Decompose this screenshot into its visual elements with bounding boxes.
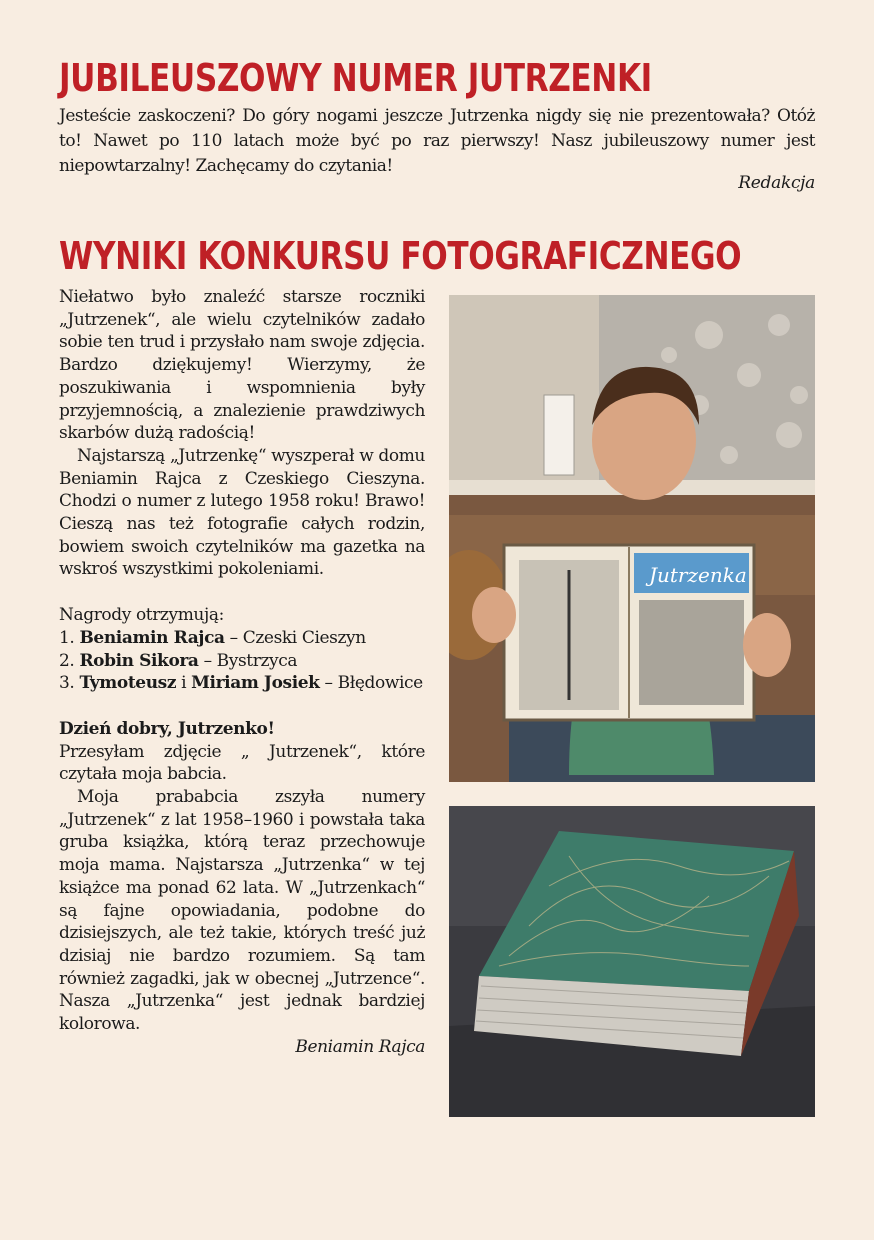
letter-paragraph-1: Przesyłam zdjęcie „ Jutrzenek“, które czytała moja babcia. <box>59 741 425 785</box>
letter-paragraph-2: Moja prababcia zszyła numery „Jutrzenek“ z lat 1958–1960 i powstała taka gruba książka, którą teraz przechowuje moja mama. Najstarsza „Jutrzenka“ w tej książce ma ponad 62 lata. W „Jutrzenkach“ są fajne opowiadania, podobne do dzisiejszych, ale też takie, których treść już dzisiaj nie bardzo rozumiem. Są tam również zagadki, jak w obecnej „Jutrzence“. Nasza „Jutrzenka“ jest jednak bardziej kolorowa. <box>59 787 425 1035</box>
prizes-heading: Nagrody otrzymują: <box>59 605 224 626</box>
photo-boy-with-book <box>449 295 815 782</box>
editorial-signature: Redakcja <box>738 173 815 193</box>
prize-item-1: 1. Beniamin Rajca – Czeski Cieszyn <box>59 627 366 648</box>
section-title-contest: WYNIKI KONKURSU FOTOGRAFICZNEGO <box>59 234 742 278</box>
prize-item-3: 3. Tymoteusz i Miriam Josiek – Błędowice <box>59 673 423 694</box>
intro-paragraph: Jesteście zaskoczeni? Do góry nogami jeszcze Jutrzenka nigdy się nie prezentowała? Otóż to! Nawet po 110 latach może być po raz pierwszy! Nasz jubileuszowy numer jest niepowtarzalny! Zachęcamy do czytania! <box>59 106 815 176</box>
section-title-jubilee: JUBILEUSZOWY NUMER JUTRZENKI <box>59 56 652 100</box>
letter-signature: Beniamin Rajca <box>295 1036 425 1057</box>
article-column <box>59 286 425 1059</box>
contest-paragraph-1: Niełatwo było znaleźć starsze roczniki „Jutrzenek“, ale wielu czytelników zadało sobie ten trud i przysłało nam swoje zdjęcia. Bardzo dziękujemy! Wierzymy, że poszukiwania i wspomnienia były przyjemnością, a znalezienie prawdziwych skarbów dużą radością! <box>59 287 425 444</box>
magazine-cover-title: Jutrzenka <box>649 563 747 587</box>
letter-greeting: Dzień dobry, Jutrzenko! <box>59 718 275 739</box>
contest-paragraph-2: Najstarszą „Jutrzenkę“ wyszperał w domu Beniamin Rajca z Czeskiego Cieszyna. Chodzi o numer z lutego 1958 roku! Brawo! Cieszą nas też fotografie całych rodzin, bowiem swoich czytelników ma gazetka na wskroś wszystkimi pokoleniami. <box>59 445 425 580</box>
prize-item-2: 2. Robin Sikora – Bystrzyca <box>59 650 298 671</box>
photo-bound-book <box>449 806 815 1117</box>
